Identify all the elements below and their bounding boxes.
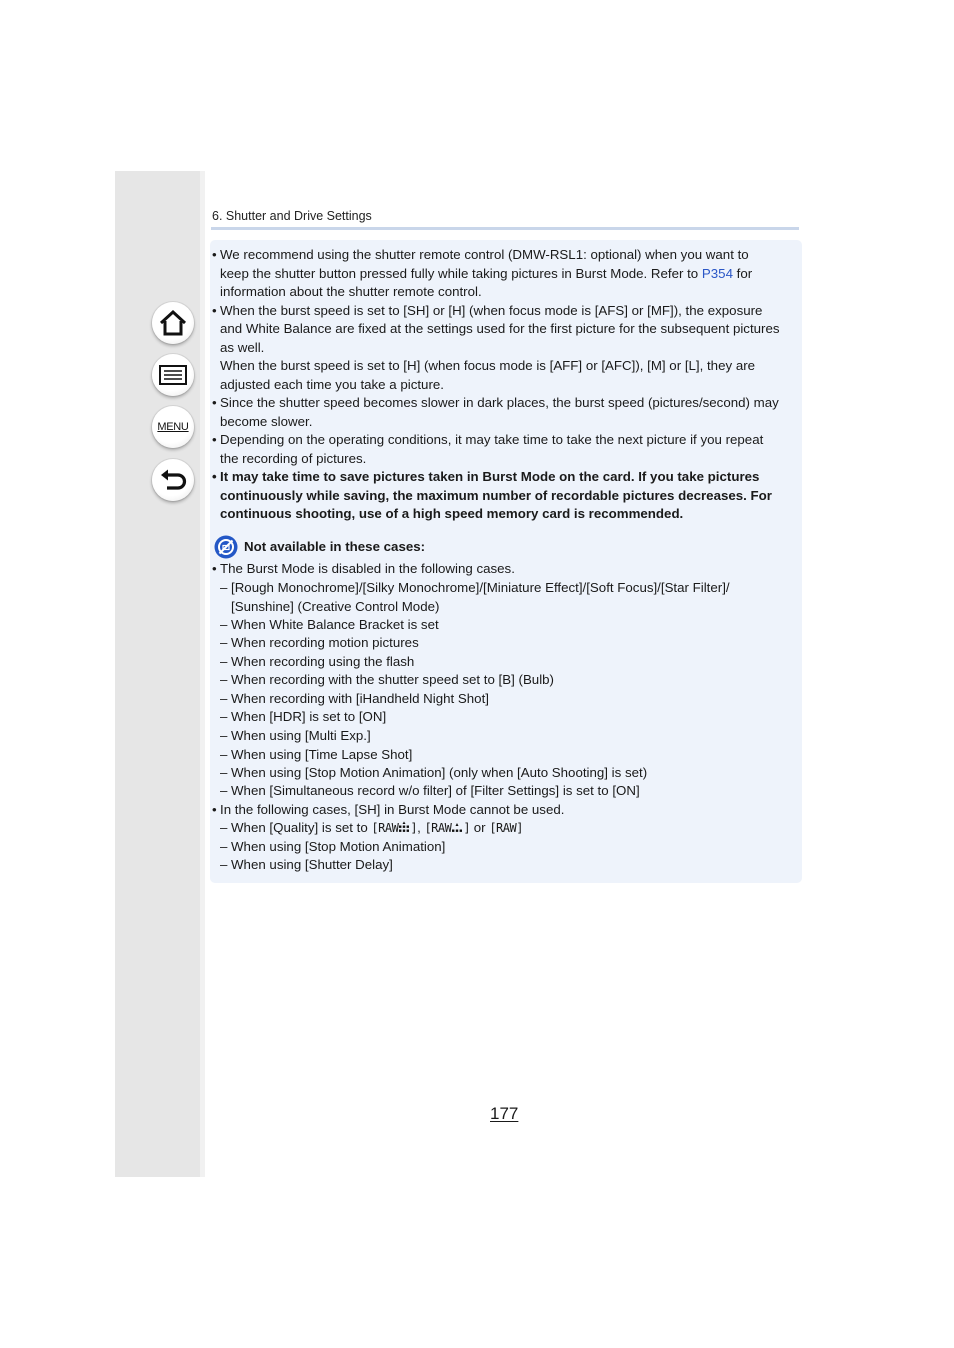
disabled-case: – When recording with the shutter speed set to [B] (Bulb)	[220, 672, 554, 687]
menu-label: MENU	[157, 421, 189, 433]
note-5-line-3: continuous shooting, use of a high speed memory card is recommended.	[220, 506, 684, 521]
note-5-line-1: • It may take time to save pictures taken in Burst Mode on the card. If you take pictures	[212, 469, 760, 484]
header-rule	[211, 227, 799, 230]
note-2-line-4: When the burst speed is set to [H] (when focus mode is [AFF] or [AFC]), [M] or [L], they are	[220, 358, 756, 373]
quality-case: – When [Quality] is set to [RAW ], [RAW ] or [RAW]	[220, 820, 523, 835]
note-5-line-2: continuously while saving, the maximum number of recordable pictures decreases. For	[220, 488, 772, 503]
menu-button[interactable]	[152, 406, 194, 448]
sh-case: – When using [Shutter Delay]	[220, 857, 393, 872]
list-icon	[158, 363, 188, 387]
home-icon	[158, 309, 188, 337]
note-2-line-3: as well.	[220, 340, 265, 355]
note-1-line-1: • We recommend using the shutter remote control (DMW-RSL1: optional) when you want to	[212, 247, 749, 262]
note-2-line-1: • When the burst speed is set to [SH] or [H] (when focus mode is [AFS] or [MF]), the exposure	[212, 303, 763, 318]
page-number: 177	[490, 1104, 519, 1123]
note-1-line-3: information about the shutter remote control.	[220, 284, 482, 299]
disabled-case: – When using [Stop Motion Animation] (only when [Auto Shooting] is set)	[220, 765, 648, 780]
section-header: 6. Shutter and Drive Settings	[212, 209, 372, 223]
disabled-case: – When recording using the flash	[220, 654, 415, 669]
table-of-contents-button[interactable]	[152, 354, 194, 396]
raw-fine-icon: [RAW ]	[371, 821, 418, 835]
note-2-line-5: adjusted each time you take a picture.	[220, 377, 444, 392]
disabled-case: – [Rough Monochrome]/[Silky Monochrome]/[Miniature Effect]/[Soft Focus]/[Star Filter]/	[220, 580, 730, 595]
disabled-case: – When using [Time Lapse Shot]	[220, 747, 413, 762]
disabled-case: – When recording with [iHandheld Night Shot]	[220, 691, 489, 706]
back-arrow-icon	[158, 466, 188, 494]
page-link-p354[interactable]: P354	[701, 266, 733, 281]
sh-unavailable-intro: • In the following cases, [SH] in Burst Mode cannot be used.	[212, 802, 565, 817]
disabled-case: – When White Balance Bracket is set	[220, 617, 439, 632]
not-available-title: Not available in these cases:	[244, 539, 426, 554]
disabled-case: – When recording motion pictures	[220, 635, 419, 650]
disabled-intro: • The Burst Mode is disabled in the following cases.	[212, 561, 515, 576]
note-2-line-2: and White Balance are fixed at the settings used for the first picture for the subsequent pictures	[220, 321, 780, 336]
note-1-line-2: keep the shutter button pressed fully while taking pictures in Burst Mode. Refer to P354 for	[220, 266, 753, 281]
back-button[interactable]	[152, 459, 194, 501]
disabled-case: – When [HDR] is set to [ON]	[220, 709, 387, 724]
disabled-case: – When using [Multi Exp.]	[220, 728, 371, 743]
not-available-icon	[214, 535, 238, 559]
note-4-line-1: • Depending on the operating conditions, it may take time to take the next picture if you repeat	[212, 432, 764, 447]
home-button[interactable]	[152, 302, 194, 344]
raw-icon: [RAW]	[489, 821, 523, 835]
note-3-line-2: become slower.	[220, 414, 313, 429]
disabled-case: – When [Simultaneous record w/o filter] of [Filter Settings] is set to [ON]	[220, 783, 640, 798]
note-4-line-2: the recording of pictures.	[220, 451, 367, 466]
sidebar-edge	[200, 171, 205, 1177]
disabled-case: [Sunshine] (Creative Control Mode)	[231, 599, 440, 614]
note-3-line-1: • Since the shutter speed becomes slower in dark places, the burst speed (pictures/second) may	[212, 395, 779, 410]
sh-case: – When using [Stop Motion Animation]	[220, 839, 446, 854]
raw-standard-icon: [RAW ]	[424, 821, 471, 835]
